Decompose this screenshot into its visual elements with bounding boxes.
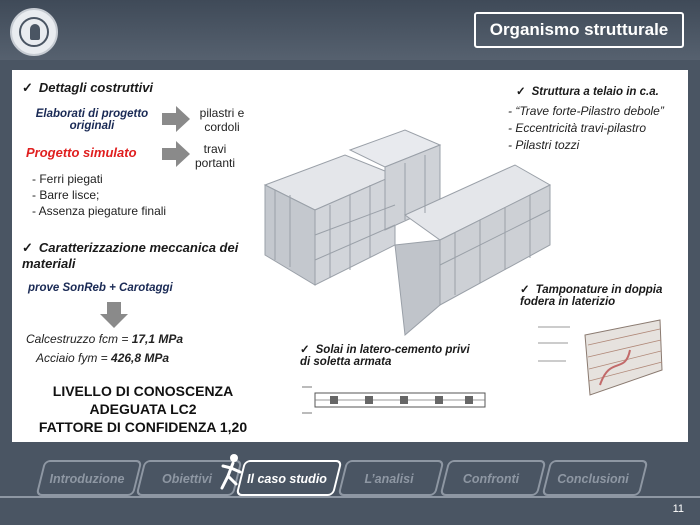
nav-label: Il caso studio <box>247 472 327 486</box>
check-icon: ✓ <box>300 344 310 356</box>
prove-text: prove SonReb + Carotaggi <box>28 282 173 294</box>
arrow-right-icon <box>162 106 190 132</box>
livello-line-3: FATTORE DI CONFIDENZA 1,20 <box>38 419 248 435</box>
nav-label: L’analisi <box>364 472 414 486</box>
arrow-right-icon <box>162 141 190 167</box>
check-icon: ✓ <box>22 80 33 95</box>
bullet-item: - Ferri piegati <box>32 172 103 186</box>
check-icon: ✓ <box>516 86 526 98</box>
struttura-item: - Eccentricità travi-pilastro <box>508 121 647 135</box>
pilastri-text: pilastri e cordoli <box>199 106 245 134</box>
struttura-item: - Pilastri tozzi <box>508 138 580 152</box>
check-icon: ✓ <box>22 240 33 255</box>
bullet-item: - Barre lisce; <box>32 188 100 202</box>
acciaio-row: Acciaio fym = 426,8 MPa <box>36 351 170 365</box>
seal-figure <box>30 24 40 40</box>
slide-title: Organismo strutturale <box>489 20 669 39</box>
elaborati-text: Elaborati di progetto originali <box>35 108 149 132</box>
section-solai: ✓ Solai in latero-cemento privi di soletta armata <box>300 344 470 368</box>
calcestruzzo-row: Calcestruzzo fcm = 17,1 MPa <box>26 332 184 346</box>
structure-3d-model-image <box>255 95 555 345</box>
travi-text: travi portanti <box>194 142 236 170</box>
livello-line-2: ADEGUATA LC2 <box>89 401 197 417</box>
check-icon: ✓ <box>520 284 530 296</box>
university-seal-logo <box>10 8 58 56</box>
slab-section-drawing <box>300 375 490 425</box>
section-caratterizzazione: ✓ Caratterizzazione meccanica dei materiali <box>22 240 239 271</box>
nav-label: Introduzione <box>49 472 125 486</box>
nav-label: Confronti <box>462 472 520 486</box>
progetto-simulato-text: Progetto simulato <box>26 145 137 160</box>
livello-line-1: LIVELLO DI CONOSCENZA <box>52 383 234 399</box>
nav-label: Obiettivi <box>161 472 212 486</box>
page-number: 11 <box>672 503 684 515</box>
section-navigation <box>0 452 700 512</box>
bullet-item: - Assenza piegature finali <box>32 204 167 218</box>
masonry-infill-image <box>530 315 670 405</box>
slide-title-box <box>474 12 684 48</box>
nav-label: Conclusioni <box>557 472 629 486</box>
section-tamponature: ✓ Tamponature in doppia fodera in laterizio <box>520 284 663 308</box>
struttura-item: - “Trave forte-Pilastro debole” <box>508 104 664 118</box>
section-struttura: ✓ Struttura a telaio in c.a. <box>516 86 659 98</box>
runner-figure-icon <box>216 452 246 496</box>
section-dettagli: ✓ Dettagli costruttivi <box>22 80 154 95</box>
arrow-down-icon <box>100 302 128 328</box>
